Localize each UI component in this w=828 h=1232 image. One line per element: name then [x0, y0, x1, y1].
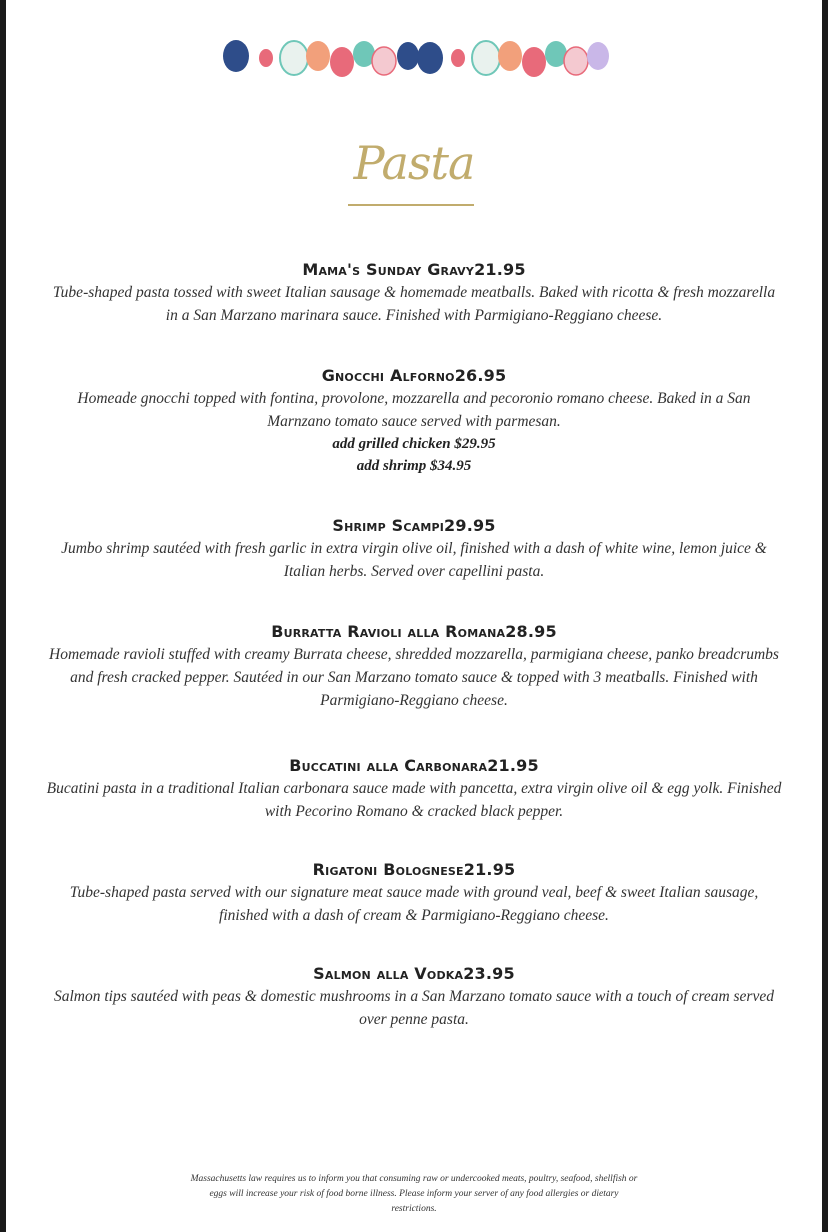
item-addon: add shrimp $34.95: [356, 458, 472, 474]
item-price: 26.95: [454, 366, 507, 385]
item-price: 21.95: [463, 860, 516, 879]
item-description: Tube-shaped pasta tossed with sweet Italian sausage & homemade meatballs. Baked with ricotta & fresh mozzarella in a San Marzano marinara sauce. Finished with Parmigiano-Reggiano cheese.: [52, 284, 776, 324]
title-underline: [348, 204, 474, 206]
item-description: Homemade ravioli stuffed with creamy Burrata cheese, shredded mozzarella, parmigiana cheese, panko breadcrumbs and fresh cracked pepper. Sautéed in our San Marzano tomato sauce & topped with 3 meatballs. Finished with Parmigiano-Reggiano cheese.: [49, 646, 779, 709]
item-price: 29.95: [444, 516, 496, 535]
item-name: Gnocchi Alforno: [321, 366, 455, 385]
item-description: Salmon tips sautéed with peas & domestic mushrooms in a San Marzano tomato sauce with a touch of cream served over penne pasta.: [54, 988, 774, 1028]
menu-item: [46, 622, 782, 712]
item-description: Bucatini pasta in a traditional Italian carbonara sauce made with pancetta, extra virgin olive oil & egg yolk. Finished with Pecorino Romano & cracked black pepper.: [46, 780, 782, 820]
item-addon: add grilled chicken $29.95: [332, 436, 496, 452]
easter-eggs-decoration: [218, 36, 614, 82]
item-name: Mama's Sunday Gravy: [302, 260, 475, 279]
item-description: Jumbo shrimp sautéed with fresh garlic in extra virgin olive oil, finished with a dash of white wine, lemon juice & Italian herbs. Served over capellini pasta.: [61, 540, 767, 580]
item-name: Burratta Ravioli alla Romana: [271, 622, 506, 641]
item-name: Salmon alla Vodka: [313, 964, 464, 983]
item-price: 21.95: [487, 756, 539, 775]
item-name: Buccatini alla Carbonara: [289, 756, 488, 775]
item-name: Rigatoni Bolognese: [312, 860, 464, 879]
item-name: Shrimp Scampi: [332, 516, 445, 535]
item-price: 28.95: [505, 622, 557, 641]
item-price: 21.95: [474, 260, 526, 279]
menu-item: [46, 366, 782, 477]
menu-title: Pasta: [353, 136, 475, 190]
menu-item: [46, 516, 782, 583]
menu-item: [46, 964, 782, 1031]
item-price: 23.95: [463, 964, 515, 983]
food-safety-disclaimer: Massachusetts law requires us to inform you that consuming raw or undercooked meats, poultry, seafood, shellfish or eggs will increase your risk of food borne illness. Please inform your server of any food allergies or dietary restrictions.: [190, 1174, 638, 1214]
menu-page: [6, 0, 822, 1232]
menu-item: [46, 756, 782, 823]
egg-row: [223, 40, 609, 77]
menu-item: [46, 860, 782, 927]
menu-item: [46, 260, 782, 327]
item-description: Homeade gnocchi topped with fontina, provolone, mozzarella and pecoronio romano cheese. Baked in a San Marnzano tomato sauce served with parmesan.: [77, 390, 751, 430]
item-description: Tube-shaped pasta served with our signature meat sauce made with ground veal, beef & sweet Italian sausage, finished with a dash of cream & Parmigiano-Reggiano cheese.: [69, 884, 759, 924]
